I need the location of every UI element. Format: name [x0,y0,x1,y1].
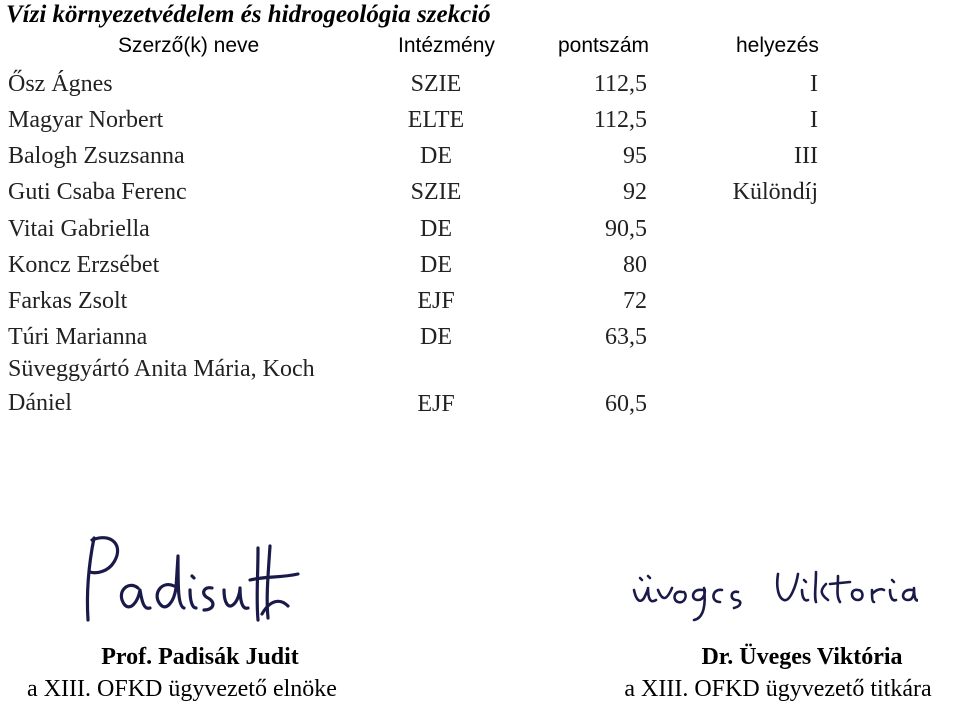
institution: DE [420,324,452,350]
author-name: Farkas Zsolt [8,288,128,314]
institution: DE [420,252,452,278]
score: 90,5 [605,216,647,242]
signature-left-image [66,528,306,628]
institution: ELTE [407,107,465,133]
table-row [0,138,960,174]
signatory-right-name: Dr. Üveges Viktória [701,644,903,670]
author-name: Ősz Ágnes [8,71,113,97]
institution: DE [420,143,452,169]
section-title: Vízi környezetvédelem és hidrogeológia szekció [6,1,491,28]
institution: SZIE [410,179,462,205]
column-header-name: Szerző(k) neve [118,34,260,57]
table-row [0,352,960,424]
author-name: Túri Marianna [8,324,148,350]
table-row [0,283,960,319]
column-header-institution: Intézmény [398,34,495,57]
signatory-right-role: a XIII. OFKD ügyvezető titkára [624,676,932,702]
signature-right-image [628,560,918,630]
rank: I [810,107,818,133]
table-row [0,102,960,138]
score: 72 [623,288,647,314]
table-row [0,174,960,210]
table-row [0,211,960,247]
institution: EJF [417,391,455,417]
institution: EJF [417,288,455,314]
author-name: Balogh Zsuzsanna [8,143,185,169]
score: 112,5 [593,107,647,133]
rank: III [794,143,818,169]
table-row [0,66,960,102]
author-name [8,352,315,420]
score: 80 [623,252,647,278]
score: 60,5 [605,391,647,417]
rank: I [810,71,818,97]
signatory-left-role: a XIII. OFKD ügyvezető elnöke [27,676,337,702]
column-header-score: pontszám [558,34,650,57]
score: 95 [623,143,647,169]
institution: SZIE [410,71,462,97]
signatory-left-name: Prof. Padisák Judit [101,644,299,670]
rank: Különdíj [732,179,818,205]
table-row [0,319,960,355]
author-name: Guti Csaba Ferenc [8,179,187,205]
table-row [0,247,960,283]
score: 92 [623,179,647,205]
author-name: Vitai Gabriella [8,216,150,242]
author-name-line: Dániel [8,390,72,416]
author-name: Magyar Norbert [8,107,164,133]
institution: DE [420,216,452,242]
column-header-rank: helyezés [736,34,819,57]
score: 63,5 [605,324,647,350]
author-name: Koncz Erzsébet [8,252,160,278]
author-name-line: Süveggyártó Anita Mária, Koch [8,356,315,382]
score: 112,5 [593,71,647,97]
